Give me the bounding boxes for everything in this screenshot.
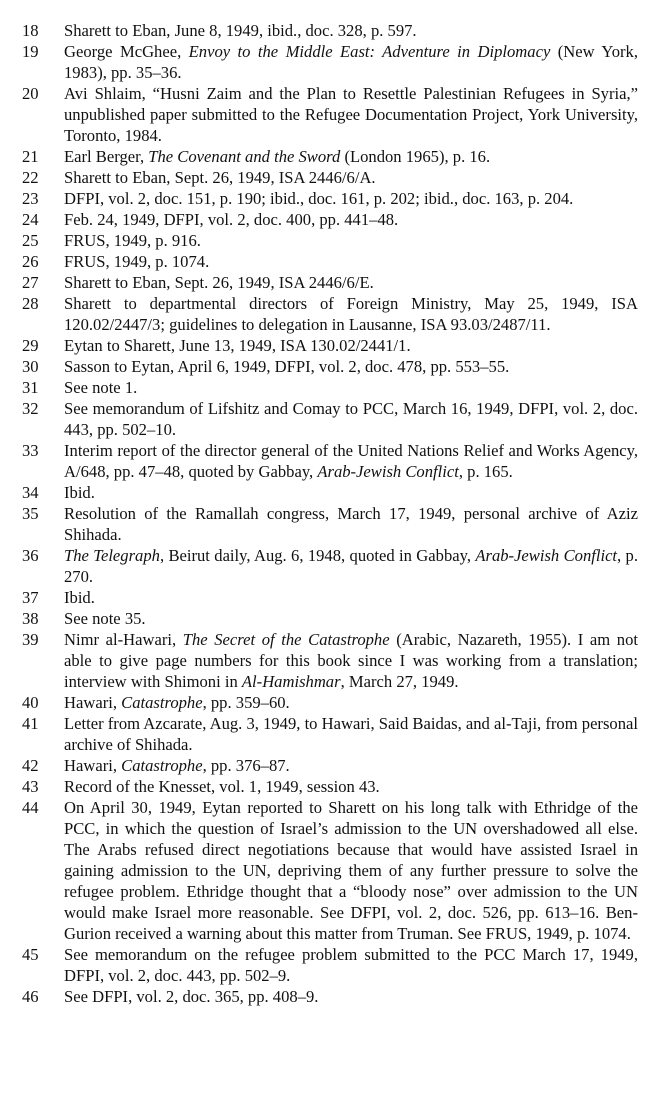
endnote-text [64, 587, 638, 608]
italic-title: The Secret of the Catastrophe [182, 630, 390, 649]
text-run: Sharett to Eban, June 8, 1949, ibid., doc. 328, p. 597. [64, 21, 417, 40]
endnote-text [64, 188, 638, 209]
text-run: Avi Shlaim, “Husni Zaim and the Plan to Resettle Palestinian Refugees in Syria,” unpublished paper submitted to the Refugee Documentation Project, York University, Toronto, 1984. [64, 84, 638, 145]
italic-title: The Telegraph [64, 546, 160, 565]
endnote-text [64, 776, 638, 797]
text-run: , p. 270. [64, 546, 638, 586]
endnote-number: 29 [22, 336, 39, 355]
endnote [22, 713, 638, 755]
endnote [22, 209, 638, 230]
endnote-number: 20 [22, 84, 39, 103]
endnote-number: 18 [22, 21, 39, 40]
endnote-number: 31 [22, 378, 39, 397]
endnote [22, 251, 638, 272]
endnote-number: 37 [22, 588, 39, 607]
endnote-number: 27 [22, 273, 39, 292]
text-run: See note 35. [64, 609, 146, 628]
endnote-text [64, 293, 638, 335]
endnote-number: 26 [22, 252, 39, 271]
endnote-text [64, 356, 638, 377]
endnote-number: 30 [22, 357, 39, 376]
text-run: See memorandum of Lifshitz and Comay to PCC, March 16, 1949, DFPI, vol. 2, doc. 443, pp. 502–10. [64, 399, 638, 439]
endnote-number: 24 [22, 210, 39, 229]
endnote-number: 34 [22, 483, 39, 502]
endnote-text [64, 608, 638, 629]
text-run: See DFPI, vol. 2, doc. 365, pp. 408–9. [64, 987, 319, 1006]
italic-title: Envoy to the Middle East: Adventure in Diplomacy [188, 42, 551, 61]
endnote-number: 46 [22, 987, 39, 1006]
endnote [22, 587, 638, 608]
endnote [22, 146, 638, 167]
text-run: DFPI, vol. 2, doc. 151, p. 190; ibid., doc. 161, p. 202; ibid., doc. 163, p. 204. [64, 189, 574, 208]
endnote-number: 35 [22, 504, 39, 523]
text-run: , Beirut daily, Aug. 6, 1948, quoted in Gabbay, [159, 546, 476, 565]
text-run: Sharett to departmental directors of Foreign Ministry, May 25, 1949, ISA 120.02/2447/3; guidelines to delegation in Lausanne, ISA 93.03/2487/11. [64, 294, 638, 334]
text-run: (London 1965), p. 16. [340, 147, 491, 166]
endnote [22, 440, 638, 482]
endnote-text [64, 377, 638, 398]
endnote-text [64, 209, 638, 230]
text-run: Record of the Knesset, vol. 1, 1949, session 43. [64, 777, 380, 796]
endnote [22, 356, 638, 377]
endnote-number: 42 [22, 756, 39, 775]
text-run: Sharett to Eban, Sept. 26, 1949, ISA 2446/6/E. [64, 273, 374, 292]
text-run: Interim report of the director general of the United Nations Relief and Works Agency, A/648, pp. 47–48, quoted by Gabbay, [64, 441, 638, 481]
endnote-text [64, 146, 638, 167]
endnote [22, 293, 638, 335]
text-run: Hawari, [64, 693, 122, 712]
endnote-text [64, 797, 638, 944]
italic-title: Catastrophe [121, 756, 203, 775]
endnote-number: 38 [22, 609, 39, 628]
endnote [22, 398, 638, 440]
text-run: FRUS, 1949, p. 1074. [64, 252, 210, 271]
text-run: George McGhee, [64, 42, 189, 61]
text-run: Earl Berger, [64, 147, 149, 166]
endnote [22, 944, 638, 986]
text-run: On April 30, 1949, Eytan reported to Sharett on his long talk with Ethridge of the PCC, in which the question of Israel’s admission to the UN overshadowed all else. The Arabs refused direct negotiations because that would have assisted Israel in gaining admission to the UN, depriving them of any further pressure to solve the refugee problem. Ethridge thought that a “bloody nose” over admission to the UN would make Israel more reasonable. See DFPI, vol. 2, doc. 526, pp. 613–16. Ben-Gurion received a warning about this matter from Truman. See FRUS, 1949, p. 1074. [64, 798, 638, 943]
endnote-number: 40 [22, 693, 39, 712]
endnote-text [64, 440, 638, 482]
endnote-number: 32 [22, 399, 39, 418]
endnote [22, 335, 638, 356]
endnote-text [64, 986, 638, 1007]
italic-title: Arab-Jewish Conflict [317, 462, 459, 481]
endnote-number: 41 [22, 714, 39, 733]
text-run: Eytan to Sharett, June 13, 1949, ISA 130.02/2441/1. [64, 336, 411, 355]
endnote [22, 83, 638, 146]
endnote [22, 692, 638, 713]
endnote-number: 25 [22, 231, 39, 250]
endnote-text [64, 251, 638, 272]
text-run: , pp. 376–87. [202, 756, 290, 775]
endnote-text [64, 20, 638, 41]
text-run: FRUS, 1949, p. 916. [64, 231, 201, 250]
italic-title: Catastrophe [121, 693, 203, 712]
endnote-number: 39 [22, 630, 39, 649]
endnote-text [64, 41, 638, 83]
italic-title: Arab-Jewish Conflict [475, 546, 618, 565]
text-run: See note 1. [64, 378, 138, 397]
endnote [22, 377, 638, 398]
endnote [22, 188, 638, 209]
italic-title: The Covenant and the Sword [148, 147, 341, 166]
endnote [22, 272, 638, 293]
text-run: Letter from Azcarate, Aug. 3, 1949, to Hawari, Said Baidas, and al-Taji, from personal archive of Shihada. [64, 714, 638, 754]
endnote-text [64, 83, 638, 146]
text-run: (Arabic, Nazareth, 1955). I am not able to give page numbers for this book since I was working from a translation; interview with Shimoni in [64, 630, 638, 691]
text-run: Hawari, [64, 756, 122, 775]
text-run: , pp. 359–60. [202, 693, 290, 712]
endnote [22, 545, 638, 587]
text-run: See memorandum on the refugee problem submitted to the PCC March 17, 1949, DFPI, vol. 2, doc. 443, pp. 502–9. [64, 945, 638, 985]
endnote-text [64, 755, 638, 776]
text-run: Resolution of the Ramallah congress, March 17, 1949, personal archive of Aziz Shihada. [64, 504, 638, 544]
endnote-text [64, 545, 638, 587]
endnote [22, 503, 638, 545]
endnote [22, 482, 638, 503]
endnote [22, 167, 638, 188]
text-run: Ibid. [64, 483, 95, 502]
endnote-number: 22 [22, 168, 39, 187]
endnote [22, 755, 638, 776]
endnote [22, 20, 638, 41]
text-run: Sharett to Eban, Sept. 26, 1949, ISA 2446/6/A. [64, 168, 376, 187]
endnote-number: 28 [22, 294, 39, 313]
endnote-number: 19 [22, 42, 39, 61]
text-run: (New York, 1983), pp. 35–36. [64, 42, 638, 82]
endnote-number: 21 [22, 147, 39, 166]
endnotes-list [22, 20, 638, 1007]
endnote-number: 23 [22, 189, 39, 208]
endnote [22, 776, 638, 797]
endnote [22, 797, 638, 944]
text-run: , March 27, 1949. [340, 672, 459, 691]
text-run: Nimr al-Hawari, [64, 630, 183, 649]
endnote-text [64, 629, 638, 692]
endnote [22, 608, 638, 629]
endnote-text [64, 335, 638, 356]
endnote-number: 43 [22, 777, 39, 796]
endnote-text [64, 503, 638, 545]
endnote-text [64, 167, 638, 188]
endnote-text [64, 944, 638, 986]
endnote-text [64, 713, 638, 755]
text-run: , p. 165. [458, 462, 513, 481]
text-run: Feb. 24, 1949, DFPI, vol. 2, doc. 400, pp. 441–48. [64, 210, 399, 229]
endnote [22, 986, 638, 1007]
endnote-text [64, 482, 638, 503]
text-run: Ibid. [64, 588, 95, 607]
endnote-number: 45 [22, 945, 39, 964]
endnote-text [64, 398, 638, 440]
endnote [22, 230, 638, 251]
endnote-number: 44 [22, 798, 39, 817]
italic-title: Al-Hamishmar [241, 672, 341, 691]
endnote [22, 629, 638, 692]
endnote-number: 33 [22, 441, 39, 460]
endnote-text [64, 230, 638, 251]
endnote-text [64, 272, 638, 293]
endnote-text [64, 692, 638, 713]
text-run: Sasson to Eytan, April 6, 1949, DFPI, vol. 2, doc. 478, pp. 553–55. [64, 357, 510, 376]
endnote-number: 36 [22, 546, 39, 565]
endnote [22, 41, 638, 83]
